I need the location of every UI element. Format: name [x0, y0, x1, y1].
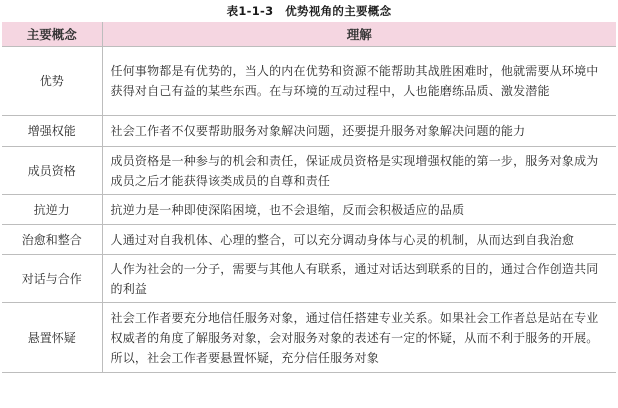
concept-cell: 优势	[2, 47, 102, 116]
meaning-cell: 成员资格是一种参与的机会和责任，保证成员资格是实现增强权能的第一步，服务对象成为成员之后才能获得该类成员的自尊和责任	[102, 147, 616, 195]
meaning-cell: 任何事物都是有优势的，当人的内在优势和资源不能帮助其战胜困难时，他就需要从环境中获得对自己有益的某些东西。在与环境的互动过程中，人也能磨练品质、激发潜能	[102, 47, 616, 116]
meaning-cell: 人通过对自我机体、心理的整合，可以充分调动身体与心灵的机制，从而达到自我治愈	[102, 225, 616, 255]
table-row	[2, 116, 616, 147]
concept-cell: 悬置怀疑	[2, 303, 102, 373]
concept-cell: 治愈和整合	[2, 225, 102, 255]
table-row	[2, 147, 616, 195]
table-row	[2, 303, 616, 373]
meaning-cell: 人作为社会的一分子，需要与其他人有联系，通过对话达到联系的目的，通过合作创造共同的利益	[102, 255, 616, 303]
concepts-table	[2, 22, 616, 373]
concept-cell: 对话与合作	[2, 255, 102, 303]
table-caption: 表1-1-3 优势视角的主要概念	[226, 4, 392, 18]
concept-cell: 抗逆力	[2, 195, 102, 225]
table-header-row	[2, 22, 616, 47]
table-row	[2, 195, 616, 225]
concept-cell: 成员资格	[2, 147, 102, 195]
concept-cell: 增强权能	[2, 116, 102, 147]
table-row	[2, 255, 616, 303]
meaning-cell: 社会工作者要充分地信任服务对象，通过信任搭建专业关系。如果社会工作者总是站在专业权威者的角度了解服务对象，会对服务对象的表述有一定的怀疑，从而不利于服务的开展。所以，社会工作者要悬置怀疑，充分信任服务对象	[102, 303, 616, 373]
header-concept: 主要概念	[2, 22, 102, 47]
table-row	[2, 225, 616, 255]
meaning-cell: 社会工作者不仅要帮助服务对象解决问题，还要提升服务对象解决问题的能力	[102, 116, 616, 147]
header-meaning: 理解	[102, 22, 616, 47]
meaning-cell: 抗逆力是一种即使深陷困境，也不会退缩，反而会积极适应的品质	[102, 195, 616, 225]
table-row	[2, 47, 616, 116]
